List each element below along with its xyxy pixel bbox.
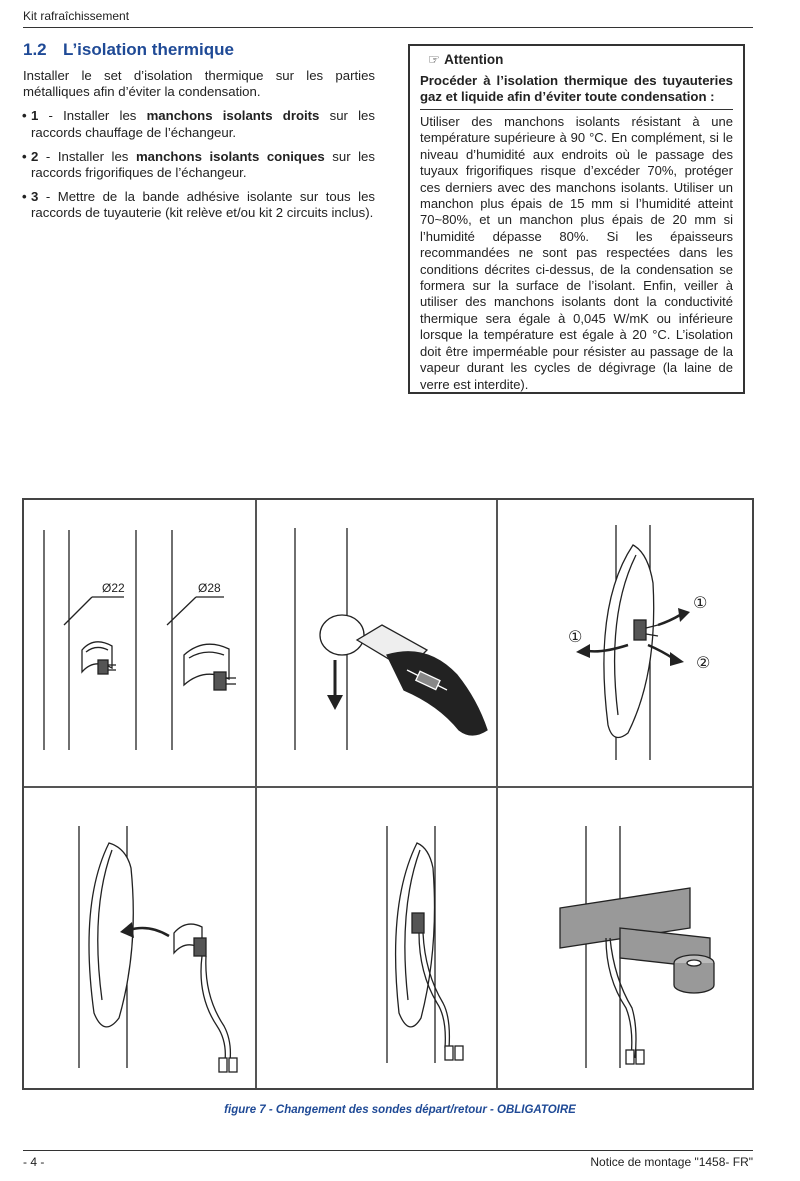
bullet-icon: • [22,108,27,124]
step-text-pre: - Mettre de la bande adhésive isolante sur tous les raccords de tuyauterie (kit relève et/ou kit 2 circuits inclus). [31,189,375,221]
document-reference: Notice de montage "1458- FR" [590,1155,753,1169]
step-number: 1 [31,108,39,124]
attention-box [408,44,745,394]
attention-title: Attention [444,52,504,67]
step-text-bold: manchons isolants coniques [135,148,325,164]
panel-open-cone [498,500,752,786]
instructions-column [23,68,375,230]
intro-paragraph: Installer le set d’isolation thermique sur les parties métalliques afin d’éviter la condensation. [23,68,375,100]
step-marker-1: ① [693,593,708,612]
panel-insert-probe [24,788,255,1088]
step-text-bold: manchons isolants droits [146,108,320,124]
panel-adhesive-tape [498,788,752,1088]
step-number: 2 [31,148,39,164]
panel-cut-probe [257,500,496,786]
step-text-post: sur les raccords frigorifiques de l’échangeur. [31,148,375,181]
down-arrow-icon [327,695,343,710]
attention-body: Utiliser des manchons isolants résistant à une température supérieure à 90 °C. En complément, si le niveau d’humidité aux endroits où le passage des tuyaux frigorifiques risque d’excéder 70%, protéger ces derniers avec des manchons isolants. Utiliser un manchon plus épais de 15 mm si l’humidité atteint 70~80%, et un manchon plus épais de 20 mm si l’humidité dépasse 80%. Si les épaisseurs recommandées ne sont pas respectées dans les conditions décrites ci-dessus, de la condensation se formera sur la surface de l’isolant. Enfin, veiller à utiliser des manchons isolants dont la conductivité thermique sera égale à 0,045 W/mK ou inférieure lorsque la température est égale à 20 °C. L’isolation doit être imperméable pour résister au passage de la vapeur durant les cycles de dégivrage (la laine de verre est interdite). [420,114,733,392]
figure-grid [22,498,754,1090]
attention-subtitle: Procéder à l’isolation thermique des tuyauteries gaz et liquide afin d’éviter toute condensation : [420,73,733,110]
footer-divider [23,1150,753,1151]
panel-straight-sleeves [24,500,255,786]
diameter-label-22: Ø22 [102,581,125,595]
panel-probe-installed [257,788,496,1088]
step-item [23,108,375,140]
diameter-label-28: Ø28 [198,581,221,595]
arrow-icon [670,652,684,666]
step-text-post: sur les raccords chauffage de l’échangeur. [31,108,375,140]
bullet-icon: • [22,148,27,164]
step-marker-2: ② [696,653,711,672]
pointing-hand-icon: ☞ [428,52,441,67]
attention-header [428,52,733,68]
step-text-pre: - Installer les [38,148,136,164]
page-number: - 4 - [23,1155,45,1169]
section-title [23,40,234,60]
bullet-icon: • [22,189,27,205]
step-text-pre: - Installer les [38,108,147,124]
figure-caption: figure 7 - Changement des sondes départ/retour - OBLIGATOIRE [224,1104,576,1116]
step-marker-1b: ① [568,627,583,646]
section-number: 1.2 [23,40,47,59]
step-item [23,149,375,181]
arrow-icon [576,644,590,658]
header-divider [23,27,753,28]
step-item [23,189,375,221]
header-title: Kit rafraîchissement [23,9,130,23]
step-number: 3 [31,189,39,205]
section-heading: L’isolation thermique [63,40,234,59]
arrow-icon [678,608,690,622]
